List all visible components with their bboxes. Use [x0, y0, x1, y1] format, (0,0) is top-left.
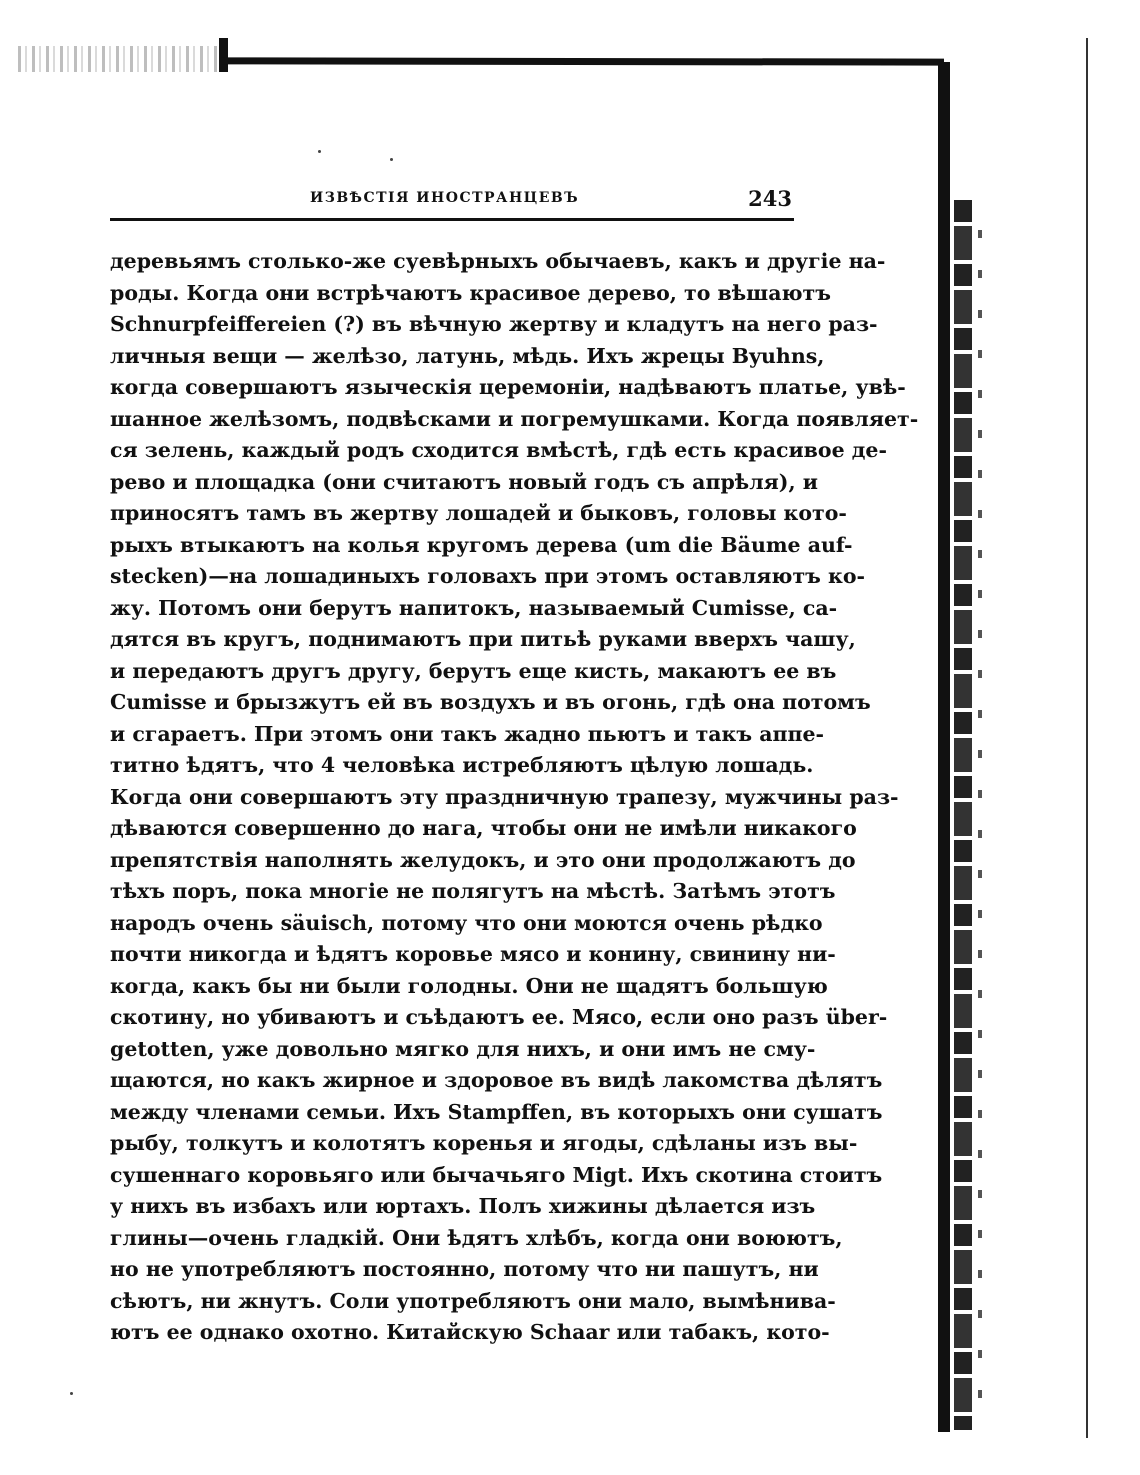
- text-line: между членами семьи. Ихъ Stampffen, въ которыхъ они сушатъ: [110, 1099, 883, 1124]
- text-line: рыхъ втыкаютъ на колья кругомъ дерева (um die Bäume auf-: [110, 532, 853, 557]
- running-title: ИЗВѢСТІЯ ИНОСТРАНЦЕВЪ: [310, 190, 580, 206]
- page-edge-right: [938, 62, 950, 1432]
- header-rule: [110, 218, 794, 221]
- text-line: жу. Потомъ они берутъ напитокъ, называемый Cumisse, са-: [110, 595, 838, 620]
- text-line: и передаютъ другъ другу, берутъ еще кисть, макаютъ ее въ: [110, 658, 837, 683]
- scan-artifact-top-left: [18, 46, 218, 72]
- text-line: дѣваются совершенно до нага, чтобы они не имѣли никакого: [110, 816, 857, 840]
- scan-speck: [70, 1392, 73, 1395]
- text-line: stecken)—на лошадиныхъ головахъ при этомъ оставляютъ ко-: [110, 564, 865, 588]
- text-line: тѣхъ поръ, пока многіе не полягутъ на мѣстѣ. Затѣмъ этотъ: [110, 879, 836, 903]
- text-line: титно ѣдятъ, что 4 человѣка истребляютъ цѣлую лошадь.: [110, 753, 814, 777]
- text-line: личныя вещи — желѣзо, латунь, мѣдь. Ихъ жрецы Byuhns,: [110, 343, 825, 368]
- text-line: getotten, уже довольно мягко для нихъ, и они имъ не сму-: [110, 1036, 816, 1061]
- text-line: приносятъ тамъ въ жертву лошадей и быковъ, головы кото-: [110, 501, 847, 525]
- text-line: дятся въ кругъ, поднимаютъ при питьѣ руками вверхъ чашу,: [110, 627, 856, 651]
- text-line: у нихъ въ избахъ или юртахъ. Полъ хижины дѣлается изъ: [110, 1194, 816, 1218]
- text-line: Cumisse и брызжутъ ей въ воздухъ и въ огонь, гдѣ она потомъ: [110, 690, 871, 714]
- text-line: когда, какъ бы ни были голодны. Они не щадятъ большую: [110, 973, 828, 998]
- text-line: ютъ ее однако охотно. Китайскую Schaar или табакъ, кото-: [110, 1320, 830, 1344]
- scan-speck: [390, 158, 393, 161]
- text-line: сѣютъ, ни жнутъ. Соли употребляютъ они мало, вымѣнива-: [110, 1288, 836, 1313]
- text-line: когда совершаютъ языческія церемоніи, надѣваютъ платье, увѣ-: [110, 375, 906, 399]
- scan-margin-line: [1086, 38, 1088, 1438]
- body-text: [110, 246, 919, 1349]
- text-line: почти никогда и ѣдятъ коровье мясо и конину, свинину ни-: [110, 942, 836, 966]
- page-edge-noise: [978, 230, 982, 1430]
- text-line: но не употребляютъ постоянно, потому что ни пашутъ, ни: [110, 1257, 819, 1281]
- text-line: Когда они совершаютъ эту праздничную трапезу, мужчины раз-: [110, 784, 899, 809]
- page-edge-top: [222, 57, 944, 65]
- text-line: сушеннаго коровьяго или бычачьяго Migt. Ихъ скотина стоитъ: [110, 1162, 883, 1187]
- text-line: щаются, но какъ жирное и здоровое въ видѣ лакомства дѣлятъ: [110, 1068, 883, 1092]
- text-line: глины—очень гладкій. Они ѣдятъ хлѣбъ, когда они воюютъ,: [110, 1225, 843, 1250]
- text-line: Schnurpfeiffereien (?) въ вѣчную жертву и кладутъ на него раз-: [110, 312, 878, 336]
- page-header: [112, 186, 792, 214]
- text-line: препятствія наполнять желудокъ, и это они продолжаютъ до: [110, 847, 856, 872]
- text-line: рыбу, толкутъ и колотятъ коренья и ягоды, сдѣланы изъ вы-: [110, 1131, 858, 1155]
- page-number: 243: [748, 186, 792, 211]
- text-line: деревьямъ столько-же суевѣрныхъ обычаевъ, какъ и другіе на-: [110, 249, 886, 273]
- text-line: и сгараетъ. При этомъ они такъ жадно пьютъ и такъ аппе-: [110, 721, 825, 746]
- page-edge-left: [219, 38, 228, 72]
- text-line: ся зелень, каждый родъ сходится вмѣстѣ, гдѣ есть красивое де-: [110, 438, 887, 462]
- scan-speck: [318, 150, 321, 153]
- text-line: рево и площадка (они считаютъ новый годъ съ апрѣля), и: [110, 469, 818, 494]
- page-edge-shadow: [954, 200, 972, 1430]
- text-line: шанное желѣзомъ, подвѣсками и погремушками. Когда появляет-: [110, 406, 919, 431]
- text-line: скотину, но убиваютъ и съѣдаютъ ее. Мясо, если оно разъ über-: [110, 1005, 888, 1029]
- text-line: народъ очень säuisch, потому что они моются очень рѣдко: [110, 910, 823, 935]
- text-line: роды. Когда они встрѣчаютъ красивое дерево, то вѣшаютъ: [110, 280, 831, 305]
